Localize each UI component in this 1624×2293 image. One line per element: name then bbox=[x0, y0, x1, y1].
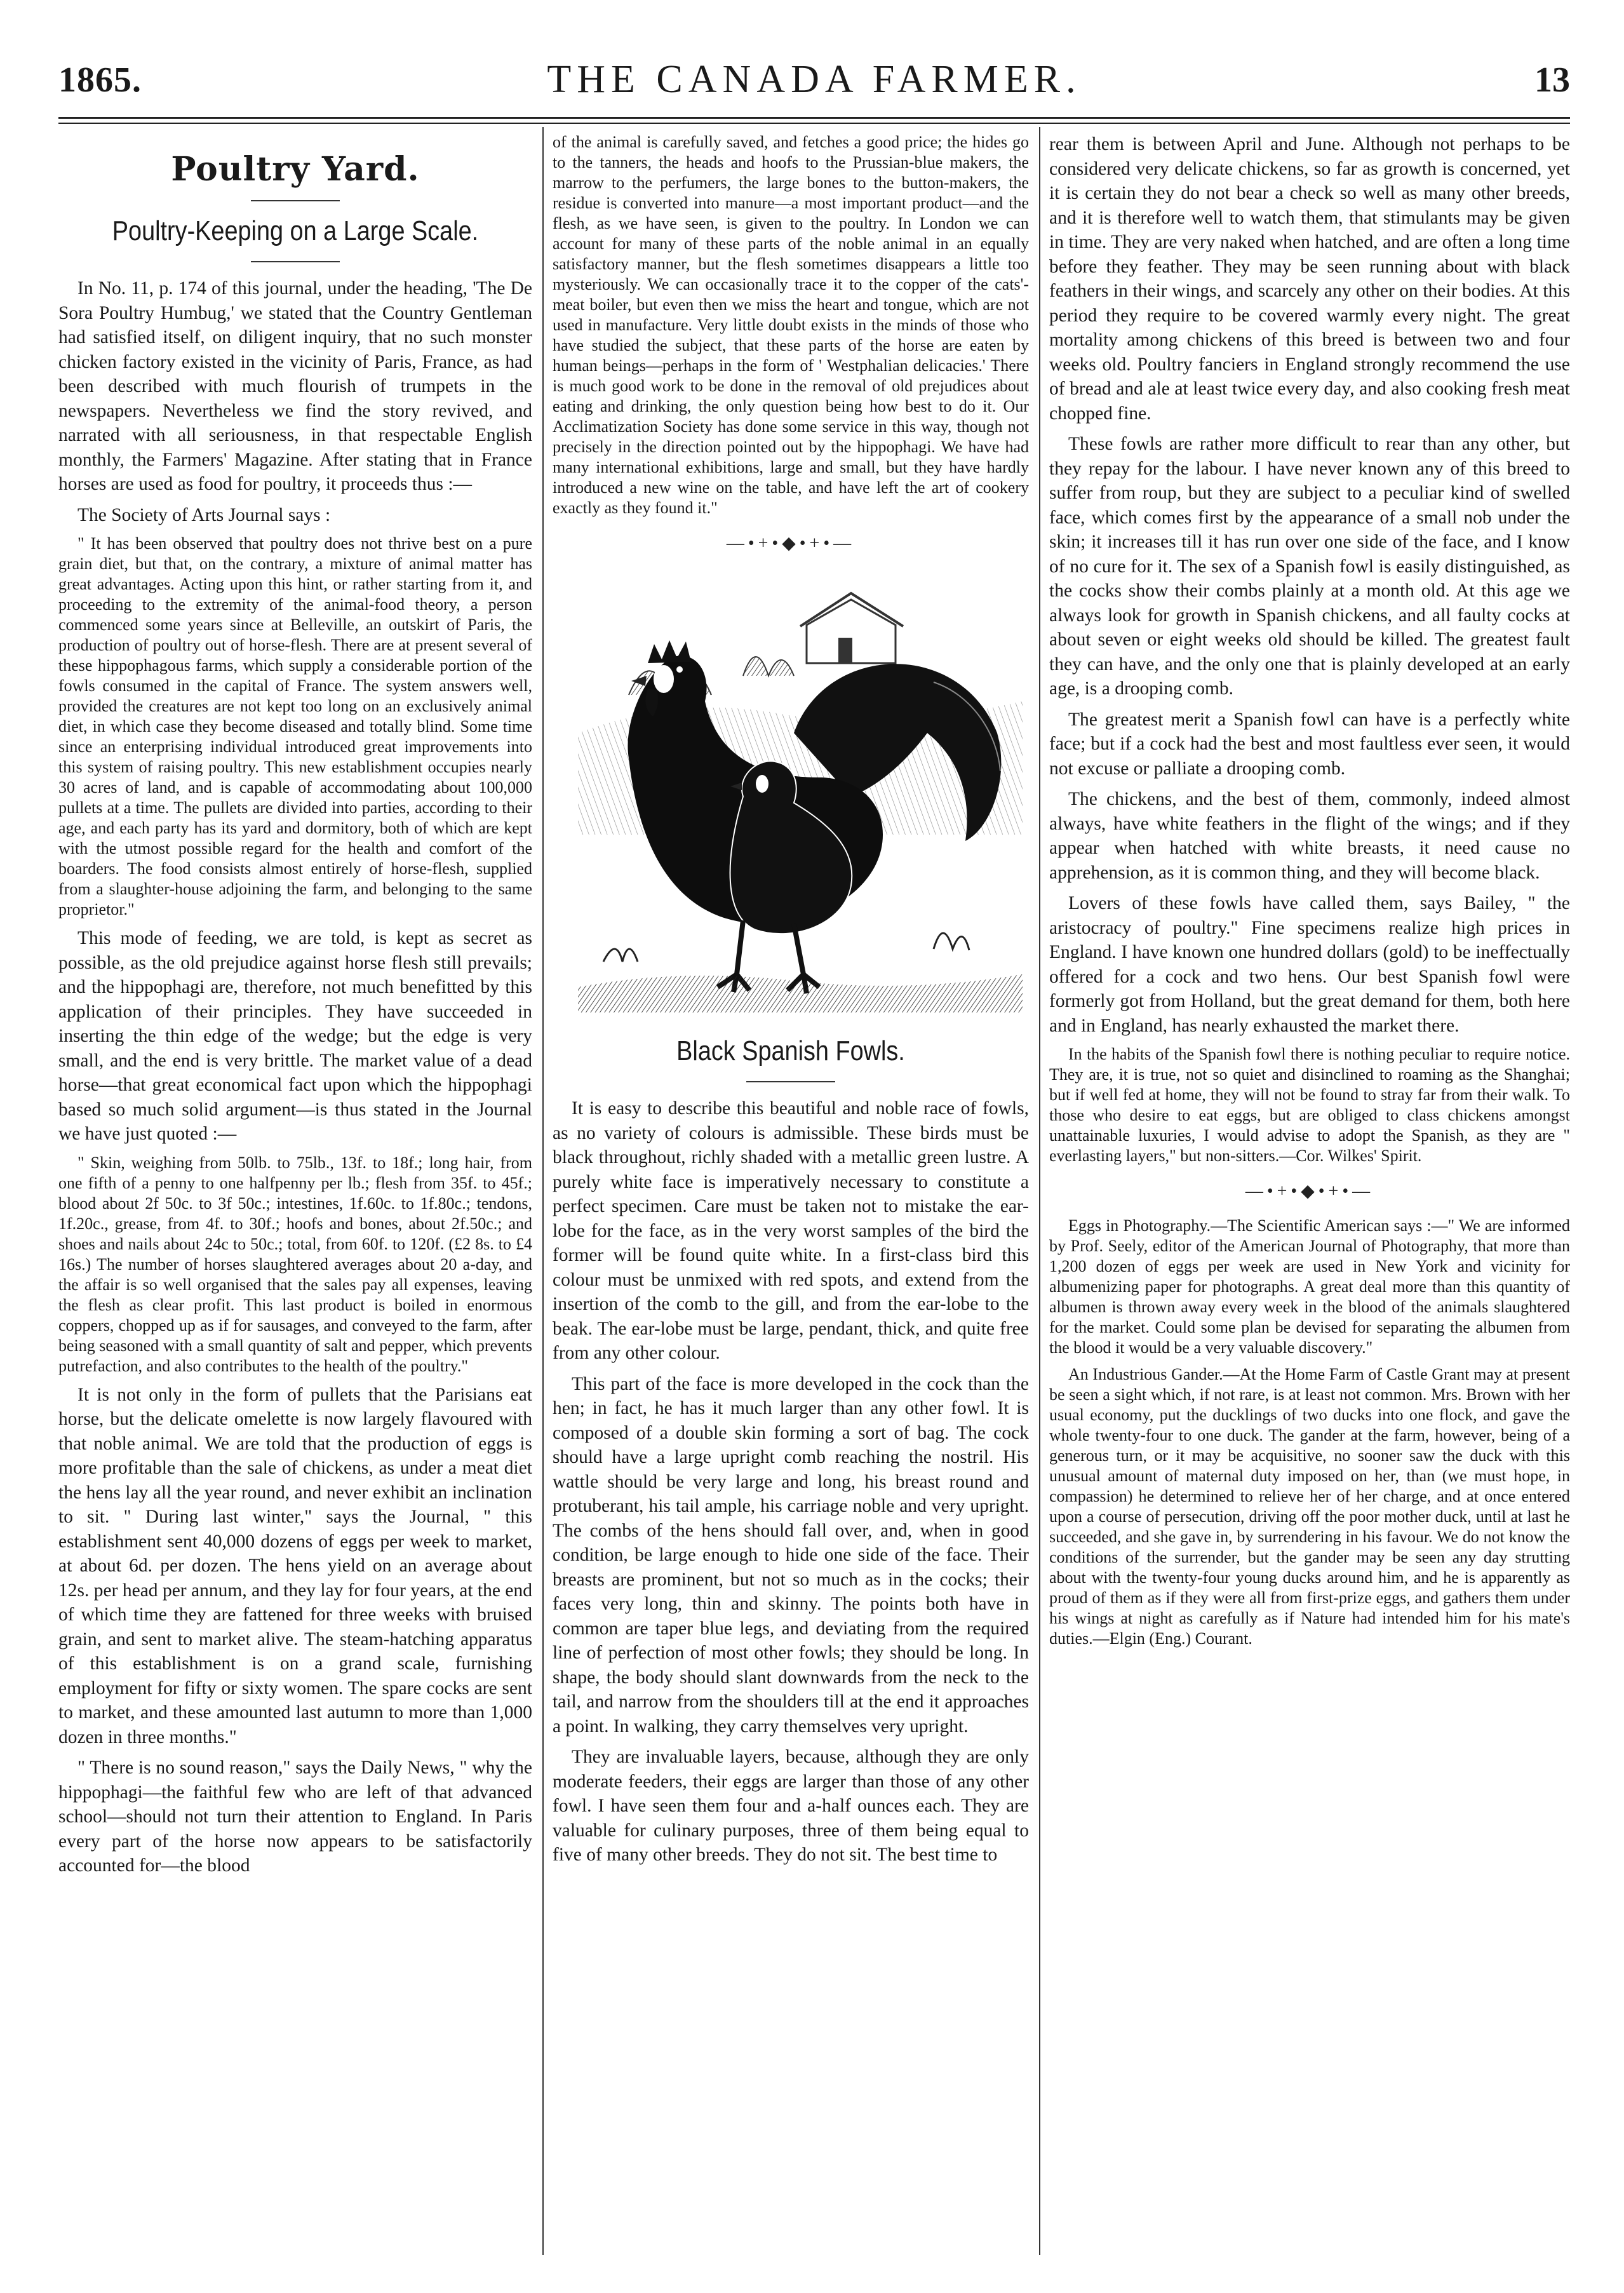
article-paragraph: This part of the face is more developed in the cock than the hen; in fact, he has it much larger than any other fowl. It is composed of a double skin forming a sort of bag. The cock should have a large upright comb reaching the nostril. His wattle should be very large and long, his breast round and protuberant, his tail ample, his carriage noble and very upright. The combs of the hens should fall over, and, when in good condition, be large enough to hide one side of the face. Their breasts are prominent, but not so much as in the cocks; their faces very long, thin and skinny. The points both have in common are taper blue legs, and deviating from the required line of perfection of most other fowls; they should be long. In shape, the body should slant downwards from the neck to the tail, and narrow from the shoulders till at the end it approaches a point. In walking, they carry themselves very upright. bbox=[553, 1373, 1029, 1737]
article-paragraph: The greatest merit a Spanish fowl can have is a perfectly white face; but if a cock had the best and most faultless ever seen, it would not excuse or palliate a drooping comb. bbox=[1049, 709, 1570, 779]
article-paragraph: Lovers of these fowls have called them, says Bailey, " the aristocracy of poultry." Fine specimens realize high prices in England. I have known one hundred dollars (gold) to be ineffectually offered for a cock and two hens. Our best Spanish fowl were formerly got from Holland, but the great demand for them, both here and in England, has nearly exhausted the market there. bbox=[1049, 893, 1570, 1036]
section-rule bbox=[251, 200, 340, 201]
article-paragraph: rear them is between April and June. Although not perhaps to be considered very delicate chickens, so far as growth is concerned, yet it is certain they do not bear a check so well as many other breeds, and it is therefore well to watch them, that stimulants may be given in time. They are very naked when hatched, and are often a long time before they feather. They may be seen running about with black feathers in their wings, and scarcely any other on their bodies. At this period they require to be covered warmly every night. The great mortality among chickens of this breed is between two and four weeks old. Poultry fanciers in England strongly recommend the use of bread and ale at least twice every day, and also cooking fresh meat chopped fine. bbox=[1049, 134, 1570, 424]
news-item-industrious-gander: An Industrious Gander.—At the Home Farm of Castle Grant may at present be seen a sight which, if not rare, is at least not common. Mrs. Brown with her usual economy, put the ducklings of two ducks into one flock, and gave the whole twenty-four to one duck. The gander at the farm, however, being of a generous turn, or it may be acquisitive, no sooner saw the duck with this unusual amount of maternal duty imposed on her, than (we must hope, in compassion) he determined to relieve her of her charge, and at once entered upon a course of persecution, driving off the poor mother duck, until at last he succeeded, and she gave in, by surrendering in his favour. We do not know the conditions of the surrender, but the gander may be seen any day strutting about with the twenty-four young ducks around him, and he is apparently as proud of them as if they were all from first-prize eggs, and gathers them under his wings at night as carefully as if Nature had intended him for his mate's duties.—Elgin (Eng.) Courant. bbox=[1049, 1365, 1570, 1648]
rooster-hen-illustration bbox=[553, 568, 1029, 1025]
ornament-divider: —•+•◆•+•— bbox=[1245, 1181, 1374, 1201]
article-paragraph: " There is no sound reason," says the Daily News, " why the hippophagi—the faithful few who are left of that advanced school—should not turn their attention to England. In Paris every part of the horse now appears to be satisfactorily accounted for—the blood bbox=[58, 1758, 532, 1876]
column-1 bbox=[58, 132, 532, 2241]
column-divider bbox=[542, 127, 544, 2255]
masthead-rule bbox=[58, 117, 1570, 124]
article-paragraph: They are invaluable layers, because, although they are only moderate feeders, their eggs are larger than those of any other fowl. I have seen them four and a-half ounces each. They are valuable for culinary purposes, three of them being equal to five of many other breeds. They do not sit. The best time to bbox=[553, 1747, 1029, 1865]
ornament-divider: —•+•◆•+•— bbox=[726, 534, 856, 553]
article-paragraph: This mode of feeding, we are told, is kept as secret as possible, as the old prejudice against horse flesh still prevails; and the hippophagi are, therefore, not much benefitted by this application of their principles. They have succeeded in inserting the thin edge of the wedge; but the edge is very small, and the end is very brittle. The market value of a dead horse—that great economical fact upon which the hippophagi based so much solid argument—is thus stated in the Journal we have just quoted :— bbox=[58, 928, 532, 1144]
page-number: 13 bbox=[1534, 60, 1570, 100]
column-divider bbox=[1039, 127, 1040, 2255]
title-rule bbox=[746, 1081, 835, 1082]
quoted-passage-continued: of the animal is carefully saved, and fetches a good price; the hides go to the tanners, the heads and hoofs to the Prussian-blue makers, the marrow to the perfumers, the large bones to the button-makers, the residue is converted into manure—a most important product—and the flesh, as we have seen, is given to the poultry. In London we can account for many of these parts of the noble animal in an equally satisfactory manner, but the flesh sometimes disappears a little too mysteriously. We can occasionally trace it to the copper of the cats'-meat boiler, but even then we miss the heart and tongue, which are not used in manufacture. Very little doubt exists in the minds of those who have studied the subject, that these parts of the horse are eaten by human beings—perhaps in the form of ' Westphalian delicacies.' There is much good work to be done in the removal of old prejudices about eating and drinking, the only question being how best to do it. Our Acclimatization Society has done some service in this way, though not precisely in the direction pointed out by the hippophagi. We have had many international exhibitions, large and small, but they have hardly introduced a new wine on the table, and have left the art of cookery exactly as they found it." bbox=[553, 133, 1029, 517]
masthead-year: 1865. bbox=[58, 60, 142, 100]
article-paragraph: It is not only in the form of pullets that the Parisians eat horse, but the delicate omelette is now largely flavoured with that noble animal. We are told that the production of eggs is more profitable than the sale of chickens, as under a meat diet the hens lay all the year round, and never exhibit an inclination to sit. " During last winter," says the Journal, " this establishment sent 40,000 dozens of eggs per week to market, at about 6d. per dozen. The hens yield on an average about 12s. per head per annum, and they lay for four years, at the end of which time they are fattened for three weeks with bruised grain, and sent to market alive. The steam-hatching apparatus of this establishment is on a grand scale, furnishing employment for fifty or sixty women. The spare cocks are sent to market, and these amounted last autumn to more than 1,000 dozen in three months." bbox=[58, 1384, 532, 1747]
article-title: Poultry-Keeping on a Large Scale. bbox=[112, 215, 479, 246]
section-title: Poultry Yard. bbox=[171, 150, 420, 189]
quoted-passage: " It has been observed that poultry does not thrive best on a pure grain diet, but that, on the contrary, a mixture of animal matter has great advantages. Acting upon this hint, or rather starting from it, and proceeding to the extremity of the animal-food theory, a person commenced some years since at Belleville, an outskirt of Paris, the production of poultry out of horse-flesh. There are at present several of these hippophagous farms, which supply a considerable portion of the fowls consumed in the capital of France. The system answers well, provided the creatures are not kept too long on an exclusively animal diet, in which case they become diseased and totally blind. Some time since an enterprising individual introduced great improvements into this system of raising poultry. This new establishment occupies nearly 30 acres of land, and is capable of accommodating about 100,000 pullets at a time. The pullets are divided into parties, according to their age, and each party has its yard and dormitory, both of which are kept with the utmost possible regard for the health and comfort of the boarders. The food consists almost entirely of horse-flesh, supplied from a slaughter-house adjoining the farm, and belonging to the same proprietor." bbox=[58, 534, 532, 918]
article-paragraph: It is easy to describe this beautiful and noble race of fowls, as no variety of colours is admissible. These birds must be black throughout, richly shaded with a metallic green lustre. A purely white face is imperatively necessary to constitute a perfect specimen. Care must be taken not to mistake the ear-lobe for the face, as in the very worst samples of the bird the former will be found quite white. In a first-class bird this colour must be unmixed with red spots, and extend from the insertion of the comb to the gill, and from the ear-lobe to the beak. The ear-lobe must be large, pendant, thick, and quite free from any other colour. bbox=[553, 1098, 1029, 1363]
article-paragraph: In the habits of the Spanish fowl there is nothing peculiar to require notice. They are, it is true, not so quiet and disinclined to roaming as the Shanghai; but if well fed at home, they will not be found to stray far from their walk. To those who desire to eat eggs, but are obliged to class chickens amongst unattainable luxuries, I would advise to adopt the Spanish, as they are " everlasting layers," but non-sitters.—Cor. Wilkes' Spirit. bbox=[1049, 1045, 1570, 1165]
news-item-eggs-in-photography: Eggs in Photography.—The Scientific American says :—" We are informed by Prof. Seely, editor of the American Journal of Photography, that more than 1,200 dozen of eggs per week are used in New York and vicinity for albumenizing paper for photographs. A great deal more than this quantity of albumen is thrown away every week in the blood of the animals slaughtered for the market. Could some plan be devised for separating the albumen from the blood it would be a very valuable discovery." bbox=[1049, 1216, 1570, 1357]
article-paragraph: These fowls are rather more difficult to rear than any other, but they repay for the labour. I have never known any of this breed to suffer from roup, but they are subject to a peculiar kind of swelled face, which comes first by the appearance of a small nob under the skin; it increases till it has run over one side of the face, and I know of no cure for it. The sex of a Spanish fowl is easily distinguished, as the cocks show their combs plainly at a month old. At this age we always look for growth in Spanish chickens, and all faulty cocks at about seven or eight weeks old should be killed. The greatest fault they can have, and the only one that is plainly developed at an early age, is a drooping comb. bbox=[1049, 434, 1570, 699]
column-2 bbox=[553, 132, 1029, 2241]
title-rule bbox=[251, 261, 340, 262]
article-paragraph: The chickens, and the best of them, commonly, indeed almost always, have white feathers in the flight of the wings; and if they appear when hatched with white breasts, it need cause no apprehension, as it is common thing, and they will become black. bbox=[1049, 789, 1570, 883]
masthead-title: THE CANADA FARMER. bbox=[547, 58, 1082, 101]
black-spanish-fowls-engraving bbox=[553, 568, 1029, 1025]
quoted-passage: " Skin, weighing from 50lb. to 75lb., 13f. to 18f.; long hair, from one fifth of a penny to one halfpenny per lb.; flesh from 35f. to 45f.; blood about 2f 50c. to 3f 50c.; intestines, 1f.60c. to 1f.80c.; tendons, 1f.20c., grease, from 4f. to 30f.; hoofs and bones, about 2f.50c.; and shoes and nails about 24c to 50c.; total, from 60f. to 120f. (£2 8s. to £4 16s.) The number of horses slaughtered averages about 20 a-day, and the affair is so well organised that the sales pay all expenses, leaving the flesh as clear profit. This last product is boiled in enormous coppers, chopped up as if for sausages, and conveyed to the farm, after being seasoned with a small quantity of salt and pepper, which prevents putrefaction, and also contributes to the health of the poultry." bbox=[58, 1153, 532, 1375]
article-paragraph: The Society of Arts Journal says : bbox=[77, 504, 331, 525]
column-3 bbox=[1049, 132, 1570, 2241]
article-title: Black Spanish Fowls. bbox=[676, 1035, 905, 1066]
article-paragraph: In No. 11, p. 174 of this journal, under the heading, 'The De Sora Poultry Humbug,' we stated that the Country Gentleman had satisfied itself, on diligent inquiry, that no such monster chicken factory existed in the vicinity of Paris, France, as had been described with much flourish of trumpets in the newspapers. Nevertheless we find the story revived, and narrated with all seriousness, in that respectable English monthly, the Farmers' Magazine. After stating that in France horses are used as food for poultry, it proceeds thus :— bbox=[58, 278, 532, 494]
masthead bbox=[58, 55, 1570, 112]
